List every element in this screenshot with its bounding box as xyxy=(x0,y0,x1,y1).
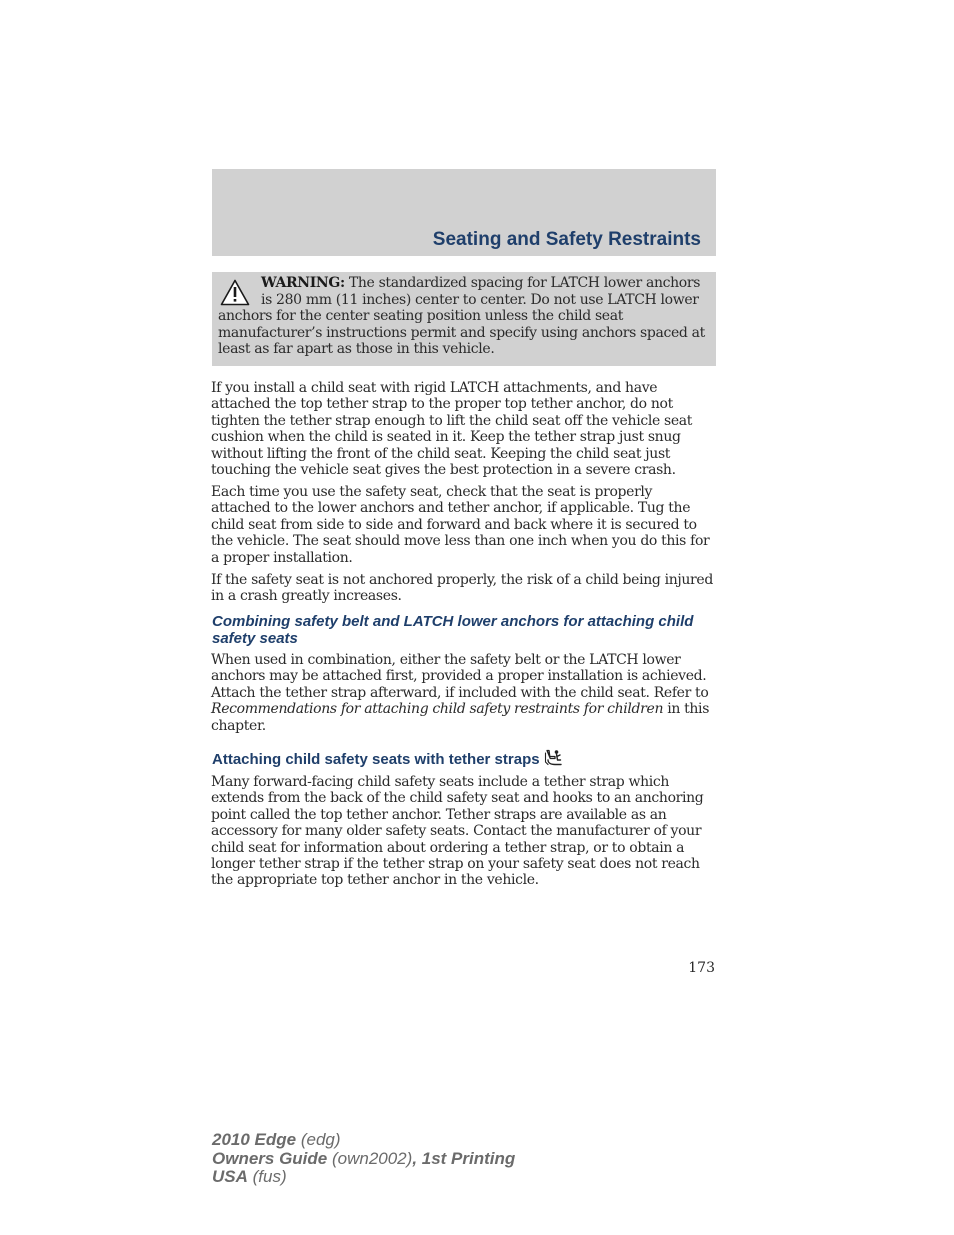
paragraph-combination-end: in this chapter. xyxy=(211,701,710,734)
paragraph-anchor-risk: If the safety seat is not anchored properly, the risk of a child being injured in a crash greatly increases. xyxy=(211,572,713,605)
cross-reference: Recommendations for attaching child safety restraints for children xyxy=(211,701,664,718)
page-number: 173 xyxy=(688,960,715,976)
subheading-tether-text: Attaching child safety seats with tether straps xyxy=(212,751,540,768)
warning-text xyxy=(218,275,710,358)
warning-box xyxy=(212,272,716,366)
paragraph-latch-tether-snug: If you install a child seat with rigid LATCH attachments, and have attached the top tether strap to the proper top tether anchor, do not tighten the tether strap enough to lift the child seat off the vehicle seat cushion when the child is seated in it. Keep the tether strap just snug without lifting the front of the child seat. Keeping the child seat just touching the vehicle seat gives the best protection in a severe crash. xyxy=(211,380,693,479)
paragraph-combination xyxy=(211,652,715,734)
warning-label: WARNING: xyxy=(261,275,345,291)
child-seat-tether-icon xyxy=(544,749,564,766)
section-title: Seating and Safety Restraints xyxy=(432,229,701,250)
footer-line-market: USA (fus) xyxy=(212,1167,287,1186)
paragraph-forward-facing: Many forward-facing child safety seats include a tether strap which extends from the back of the child safety seat and hooks to an anchoring point called the top tether anchor. Tether straps are available as an accessory for many older safety seats. Contact the manufacturer of your child seat for information about ordering a tether strap, or to obtain a longer tether strap if the tether strap on your safety seat does not reach the appropriate top tether anchor in the vehicle. xyxy=(211,774,704,889)
warning-body: The standardized spacing for LATCH lower anchors is 280 mm (11 inches) center to center. Do not use LATCH lower anchors for the center seating position unless the child seat manufacturer’s instructions permit and specify using anchors spaced at least as far apart as those in this vehicle. xyxy=(218,275,705,357)
subheading-tether-straps xyxy=(212,749,564,768)
section-header xyxy=(212,169,716,256)
paragraph-combination-start: When used in combination, either the safety belt or the LATCH lower anchors may be attached first, provided a proper installation is achieved. Attach the tether strap afterward, if included with the child seat. Refer to xyxy=(211,652,709,701)
paragraph-check-seat: Each time you use the safety seat, check that the seat is properly attached to the lower anchors and tether anchor, if applicable. Tug the child seat from side to side and forward and back where it is secured to the vehicle. The seat should move less than one inch when you do this for a proper installation. xyxy=(211,484,710,566)
footer-line-model: 2010 Edge (edg) xyxy=(212,1130,341,1149)
footer-line-guide: Owners Guide (own2002), 1st Printing xyxy=(212,1148,516,1168)
subheading-combining: Combining safety belt and LATCH lower anchors for attaching child safety seats xyxy=(212,613,694,647)
document-footer xyxy=(212,1131,515,1187)
